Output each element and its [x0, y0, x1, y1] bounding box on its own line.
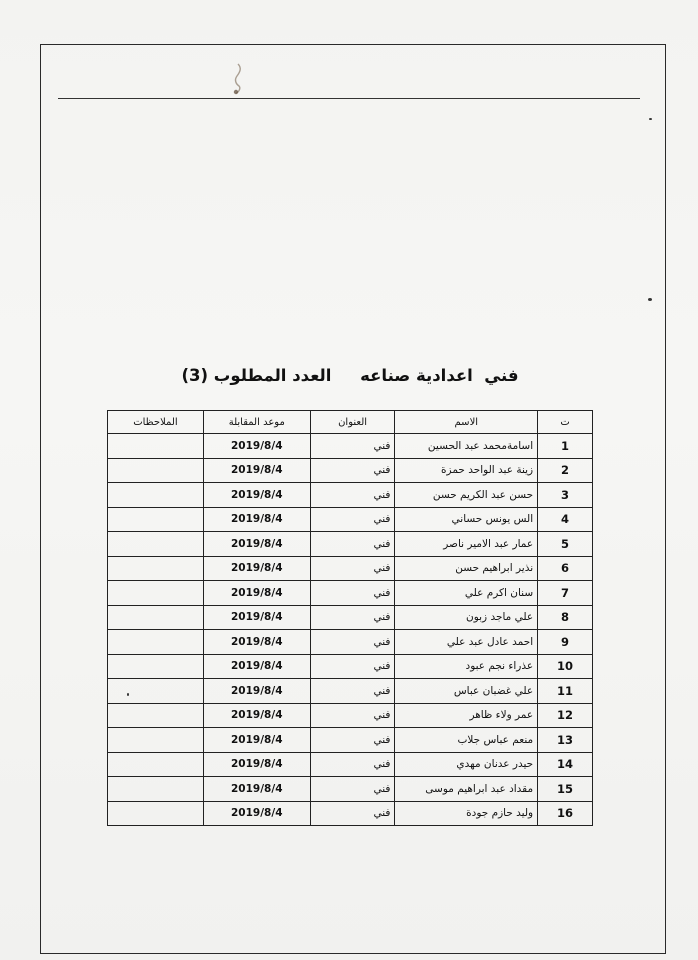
row-interview-date-cell: 2019/8/4: [203, 532, 310, 557]
table-row: [108, 654, 593, 679]
row-address-cell: فني: [310, 752, 395, 777]
row-name-cell: منعم عباس جلاب: [395, 728, 538, 753]
col-header-name: الاسم: [395, 411, 538, 434]
row-notes-cell: [108, 605, 204, 630]
row-number-cell: 2: [538, 458, 593, 483]
row-number-cell: 8: [538, 605, 593, 630]
row-number-cell: 12: [538, 703, 593, 728]
row-notes-cell: [108, 556, 204, 581]
col-header-interview-date: موعد المقابلة: [203, 411, 310, 434]
row-notes-cell: [108, 532, 204, 557]
row-interview-date-cell: 2019/8/4: [203, 630, 310, 655]
row-interview-date-cell: 2019/8/4: [203, 728, 310, 753]
row-address-cell: فني: [310, 458, 395, 483]
row-interview-date-cell: 2019/8/4: [203, 679, 310, 704]
row-notes-cell: [108, 752, 204, 777]
row-name-cell: الس يونس حساني: [395, 507, 538, 532]
table-row: [108, 605, 593, 630]
table-row: [108, 581, 593, 606]
row-address-cell: فني: [310, 777, 395, 802]
row-notes-cell: [108, 777, 204, 802]
row-address-cell: فني: [310, 679, 395, 704]
row-interview-date-cell: 2019/8/4: [203, 458, 310, 483]
row-number-cell: 4: [538, 507, 593, 532]
row-name-cell: نذير ابراهيم حسن: [395, 556, 538, 581]
row-name-cell: عذراء نجم عبود: [395, 654, 538, 679]
table-row: [108, 434, 593, 459]
row-interview-date-cell: 2019/8/4: [203, 434, 310, 459]
row-address-cell: فني: [310, 483, 395, 508]
table-row: [108, 556, 593, 581]
row-interview-date-cell: 2019/8/4: [203, 654, 310, 679]
row-notes-cell: [108, 434, 204, 459]
row-number-cell: 16: [538, 801, 593, 826]
table-row: [108, 801, 593, 826]
row-address-cell: فني: [310, 703, 395, 728]
row-notes-cell: [108, 630, 204, 655]
row-interview-date-cell: 2019/8/4: [203, 605, 310, 630]
row-address-cell: فني: [310, 556, 395, 581]
row-number-cell: 11: [538, 679, 593, 704]
row-interview-date-cell: 2019/8/4: [203, 801, 310, 826]
title-required-count: العدد المطلوب (3): [181, 366, 332, 385]
row-name-cell: سنان اكرم علي: [395, 581, 538, 606]
table-row: [108, 458, 593, 483]
row-number-cell: 7: [538, 581, 593, 606]
table-row: [108, 483, 593, 508]
row-name-cell: حيدر عدنان مهدي: [395, 752, 538, 777]
row-address-cell: فني: [310, 507, 395, 532]
ink-smudge-mark: [228, 62, 246, 96]
row-number-cell: 5: [538, 532, 593, 557]
table-body: [108, 434, 593, 826]
row-interview-date-cell: 2019/8/4: [203, 752, 310, 777]
title-department: فني اعدادية صناعه: [360, 366, 519, 385]
col-header-notes: الملاحظات: [108, 411, 204, 434]
row-interview-date-cell: 2019/8/4: [203, 556, 310, 581]
header-rule: [58, 98, 640, 99]
row-address-cell: فني: [310, 532, 395, 557]
row-name-cell: عمار عبد الامير ناصر: [395, 532, 538, 557]
row-name-cell: مقداد عبد ابراهيم موسى: [395, 777, 538, 802]
speck-mark: [648, 298, 652, 301]
table-row: [108, 703, 593, 728]
row-number-cell: 1: [538, 434, 593, 459]
row-number-cell: 15: [538, 777, 593, 802]
row-address-cell: فني: [310, 654, 395, 679]
page-title: [100, 366, 600, 385]
row-notes-cell: [108, 679, 204, 704]
row-notes-cell: [108, 507, 204, 532]
table-row: [108, 752, 593, 777]
row-number-cell: 6: [538, 556, 593, 581]
row-notes-cell: [108, 458, 204, 483]
table-row: [108, 532, 593, 557]
col-header-number: ت: [538, 411, 593, 434]
row-number-cell: 9: [538, 630, 593, 655]
row-name-cell: علي ماجد زبون: [395, 605, 538, 630]
row-number-cell: 13: [538, 728, 593, 753]
row-number-cell: 3: [538, 483, 593, 508]
row-name-cell: وليد حازم جودة: [395, 801, 538, 826]
row-name-cell: احمد عادل عبد علي: [395, 630, 538, 655]
table-row: [108, 679, 593, 704]
row-interview-date-cell: 2019/8/4: [203, 581, 310, 606]
col-header-address: العنوان: [310, 411, 395, 434]
table-row: [108, 507, 593, 532]
row-notes-cell: [108, 801, 204, 826]
row-notes-cell: [108, 703, 204, 728]
row-address-cell: فني: [310, 581, 395, 606]
row-interview-date-cell: 2019/8/4: [203, 483, 310, 508]
row-interview-date-cell: 2019/8/4: [203, 507, 310, 532]
table-row: [108, 630, 593, 655]
row-address-cell: فني: [310, 728, 395, 753]
row-notes-cell: [108, 728, 204, 753]
row-address-cell: فني: [310, 630, 395, 655]
row-interview-date-cell: 2019/8/4: [203, 703, 310, 728]
row-notes-cell: [108, 483, 204, 508]
row-number-cell: 10: [538, 654, 593, 679]
speck-mark: [649, 118, 652, 120]
row-name-cell: عمر ولاء ظاهر: [395, 703, 538, 728]
row-number-cell: 14: [538, 752, 593, 777]
row-address-cell: فني: [310, 605, 395, 630]
row-name-cell: اسامةمحمد عبد الحسين: [395, 434, 538, 459]
table-header-row: [108, 411, 593, 434]
row-interview-date-cell: 2019/8/4: [203, 777, 310, 802]
row-name-cell: حسن عبد الكريم حسن: [395, 483, 538, 508]
row-name-cell: زينة عبد الواحد حمزة: [395, 458, 538, 483]
table-row: [108, 777, 593, 802]
row-notes-cell: [108, 581, 204, 606]
table-row: [108, 728, 593, 753]
row-address-cell: فني: [310, 434, 395, 459]
row-notes-cell: [108, 654, 204, 679]
row-address-cell: فني: [310, 801, 395, 826]
candidates-table: [107, 410, 593, 826]
row-name-cell: علي غضبان عباس: [395, 679, 538, 704]
